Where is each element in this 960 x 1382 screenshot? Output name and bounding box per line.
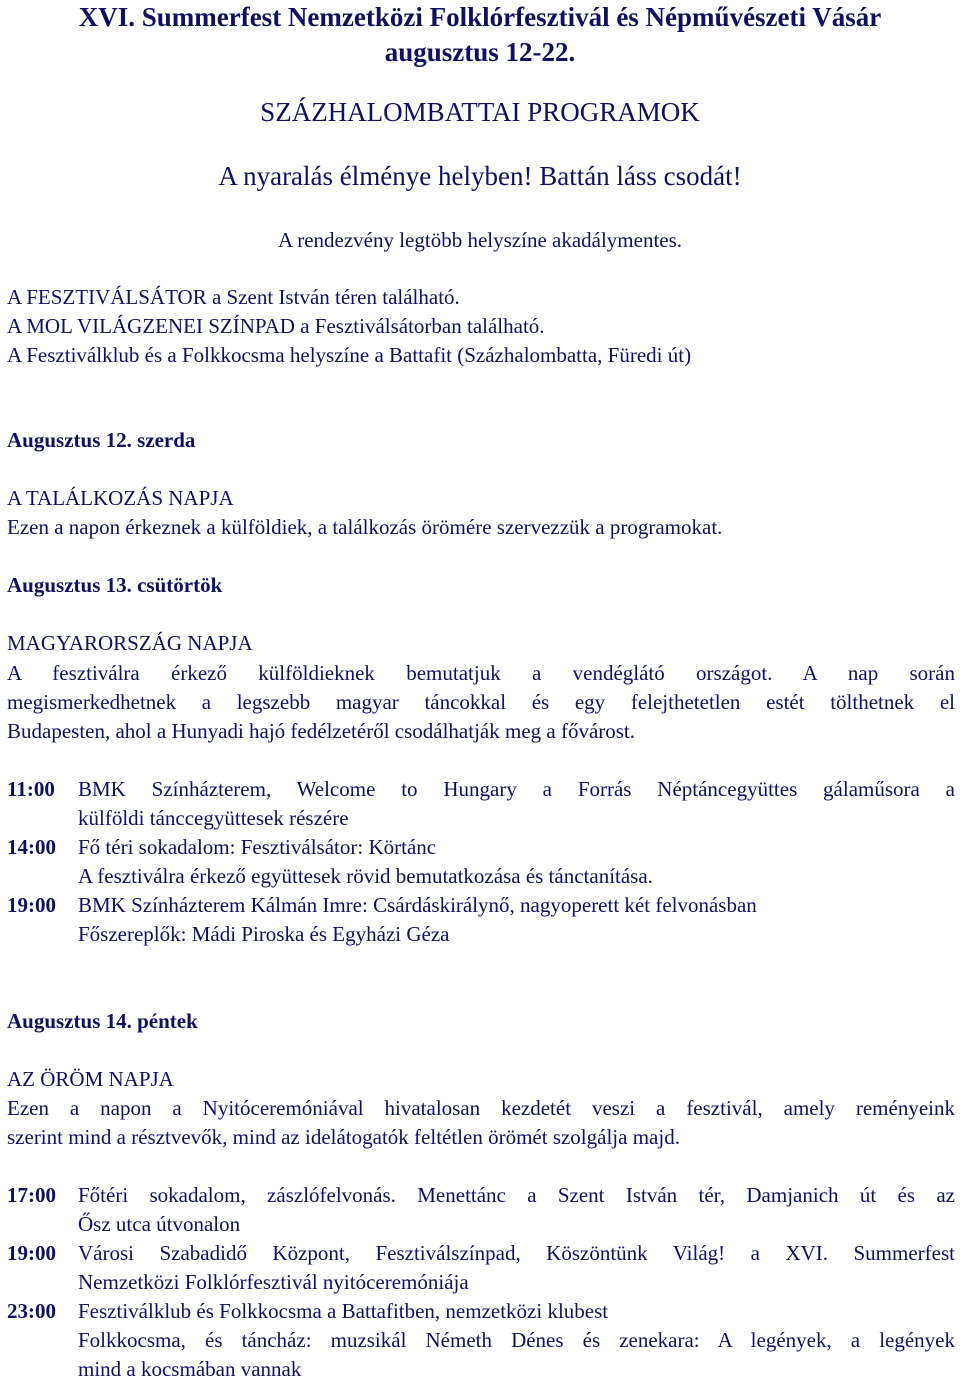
day-description: Budapesten, ahol a Hunyadi hajó fedélzetéről csodálhatják meg a fővárost. [7,719,636,743]
day-description: szerint mind a résztvevők, mind az idelátogatók feltétlen örömét szolgálja majd. [7,1125,680,1149]
day-name: MAGYARORSZÁG NAPJA [7,631,253,655]
event-time: 17:00 [7,1183,56,1207]
accessibility-note: A rendezvény legtöbb helyszíne akadálymentes. [277,228,683,252]
event-text: Főtéri sokadalom, zászlófelvonás. Menettánc a Szent István tér, Damjanich út és az [78,1183,955,1207]
event-text: Ősz utca útvonalon [78,1212,241,1236]
venue-line: A MOL VILÁGZENEI SZÍNPAD a Fesztiválsátorban található. [7,314,545,338]
venue-line: A Fesztiválklub és a Folkkocsma helyszíne a Battafit (Százhalombatta, Füredi út) [7,343,692,367]
day-date: Augusztus 14. péntek [7,1009,198,1033]
event-time: 11:00 [7,777,55,801]
festival-title: XVI. Summerfest Nemzetközi Folklórfesztivál és Népművészeti Vásár [78,2,882,32]
festival-dates: augusztus 12-22. [384,37,576,67]
event-text: A fesztiválra érkező együttesek rövid bemutatkozása és tánctanítása. [78,864,653,888]
programs-heading: SZÁZHALOMBATTAI PROGRAMOK [260,97,700,127]
day-date: Augusztus 13. csütörtök [7,573,223,597]
event-time: 23:00 [7,1299,56,1323]
event-time: 19:00 [7,1241,56,1265]
day-description: A fesztiválra érkező külföldieknek bemutatjuk a vendéglátó országot. A nap során [7,661,955,685]
day-name: A TALÁLKOZÁS NAPJA [7,486,234,510]
event-time: 19:00 [7,893,56,917]
day-date: Augusztus 12. szerda [7,428,196,452]
day-name: AZ ÖRÖM NAPJA [7,1067,174,1091]
event-text: Fő téri sokadalom: Fesztiválsátor: Körtánc [78,835,437,859]
event-text: BMK Színházterem Kálmán Imre: Csárdáskirálynő, nagyoperett két felvonásban [78,893,757,917]
event-text: BMK Színházterem, Welcome to Hungary a Forrás Néptáncegyüttes gálaműsora a [78,777,955,801]
day-description: megismerkedhetnek a legszebb magyar táncokkal és egy felejthetetlen estét tölthetnek el [7,690,955,714]
event-text: Főszereplők: Mádi Piroska és Egyházi Géza [78,922,450,946]
day-description: Ezen a napon érkeznek a külföldiek, a találkozás örömére szervezzük a programokat. [7,515,723,539]
event-text: mind a kocsmában vannak [78,1357,302,1381]
event-time: 14:00 [7,835,56,859]
event-text: külföldi tánccegyüttesek részére [78,806,349,830]
venue-line: A FESZTIVÁLSÁTOR a Szent István téren található. [7,285,460,309]
event-text: Folkkocsma, és táncház: muzsikál Németh Dénes és zenekara: A legények, a legények [78,1328,955,1352]
slogan: A nyaralás élménye helyben! Battán láss csodát! [218,161,742,191]
event-text: Nemzetközi Folklórfesztivál nyitóceremóniája [78,1270,469,1294]
event-text: Fesztiválklub és Folkkocsma a Battafitben, nemzetközi klubest [78,1299,609,1323]
day-description: Ezen a napon a Nyitóceremóniával hivatalosan kezdetét veszi a fesztivál, amely reményeink [7,1096,955,1120]
event-text: Városi Szabadidő Központ, Fesztiválszínpad, Köszöntünk Világ! a XVI. Summerfest [78,1241,955,1265]
